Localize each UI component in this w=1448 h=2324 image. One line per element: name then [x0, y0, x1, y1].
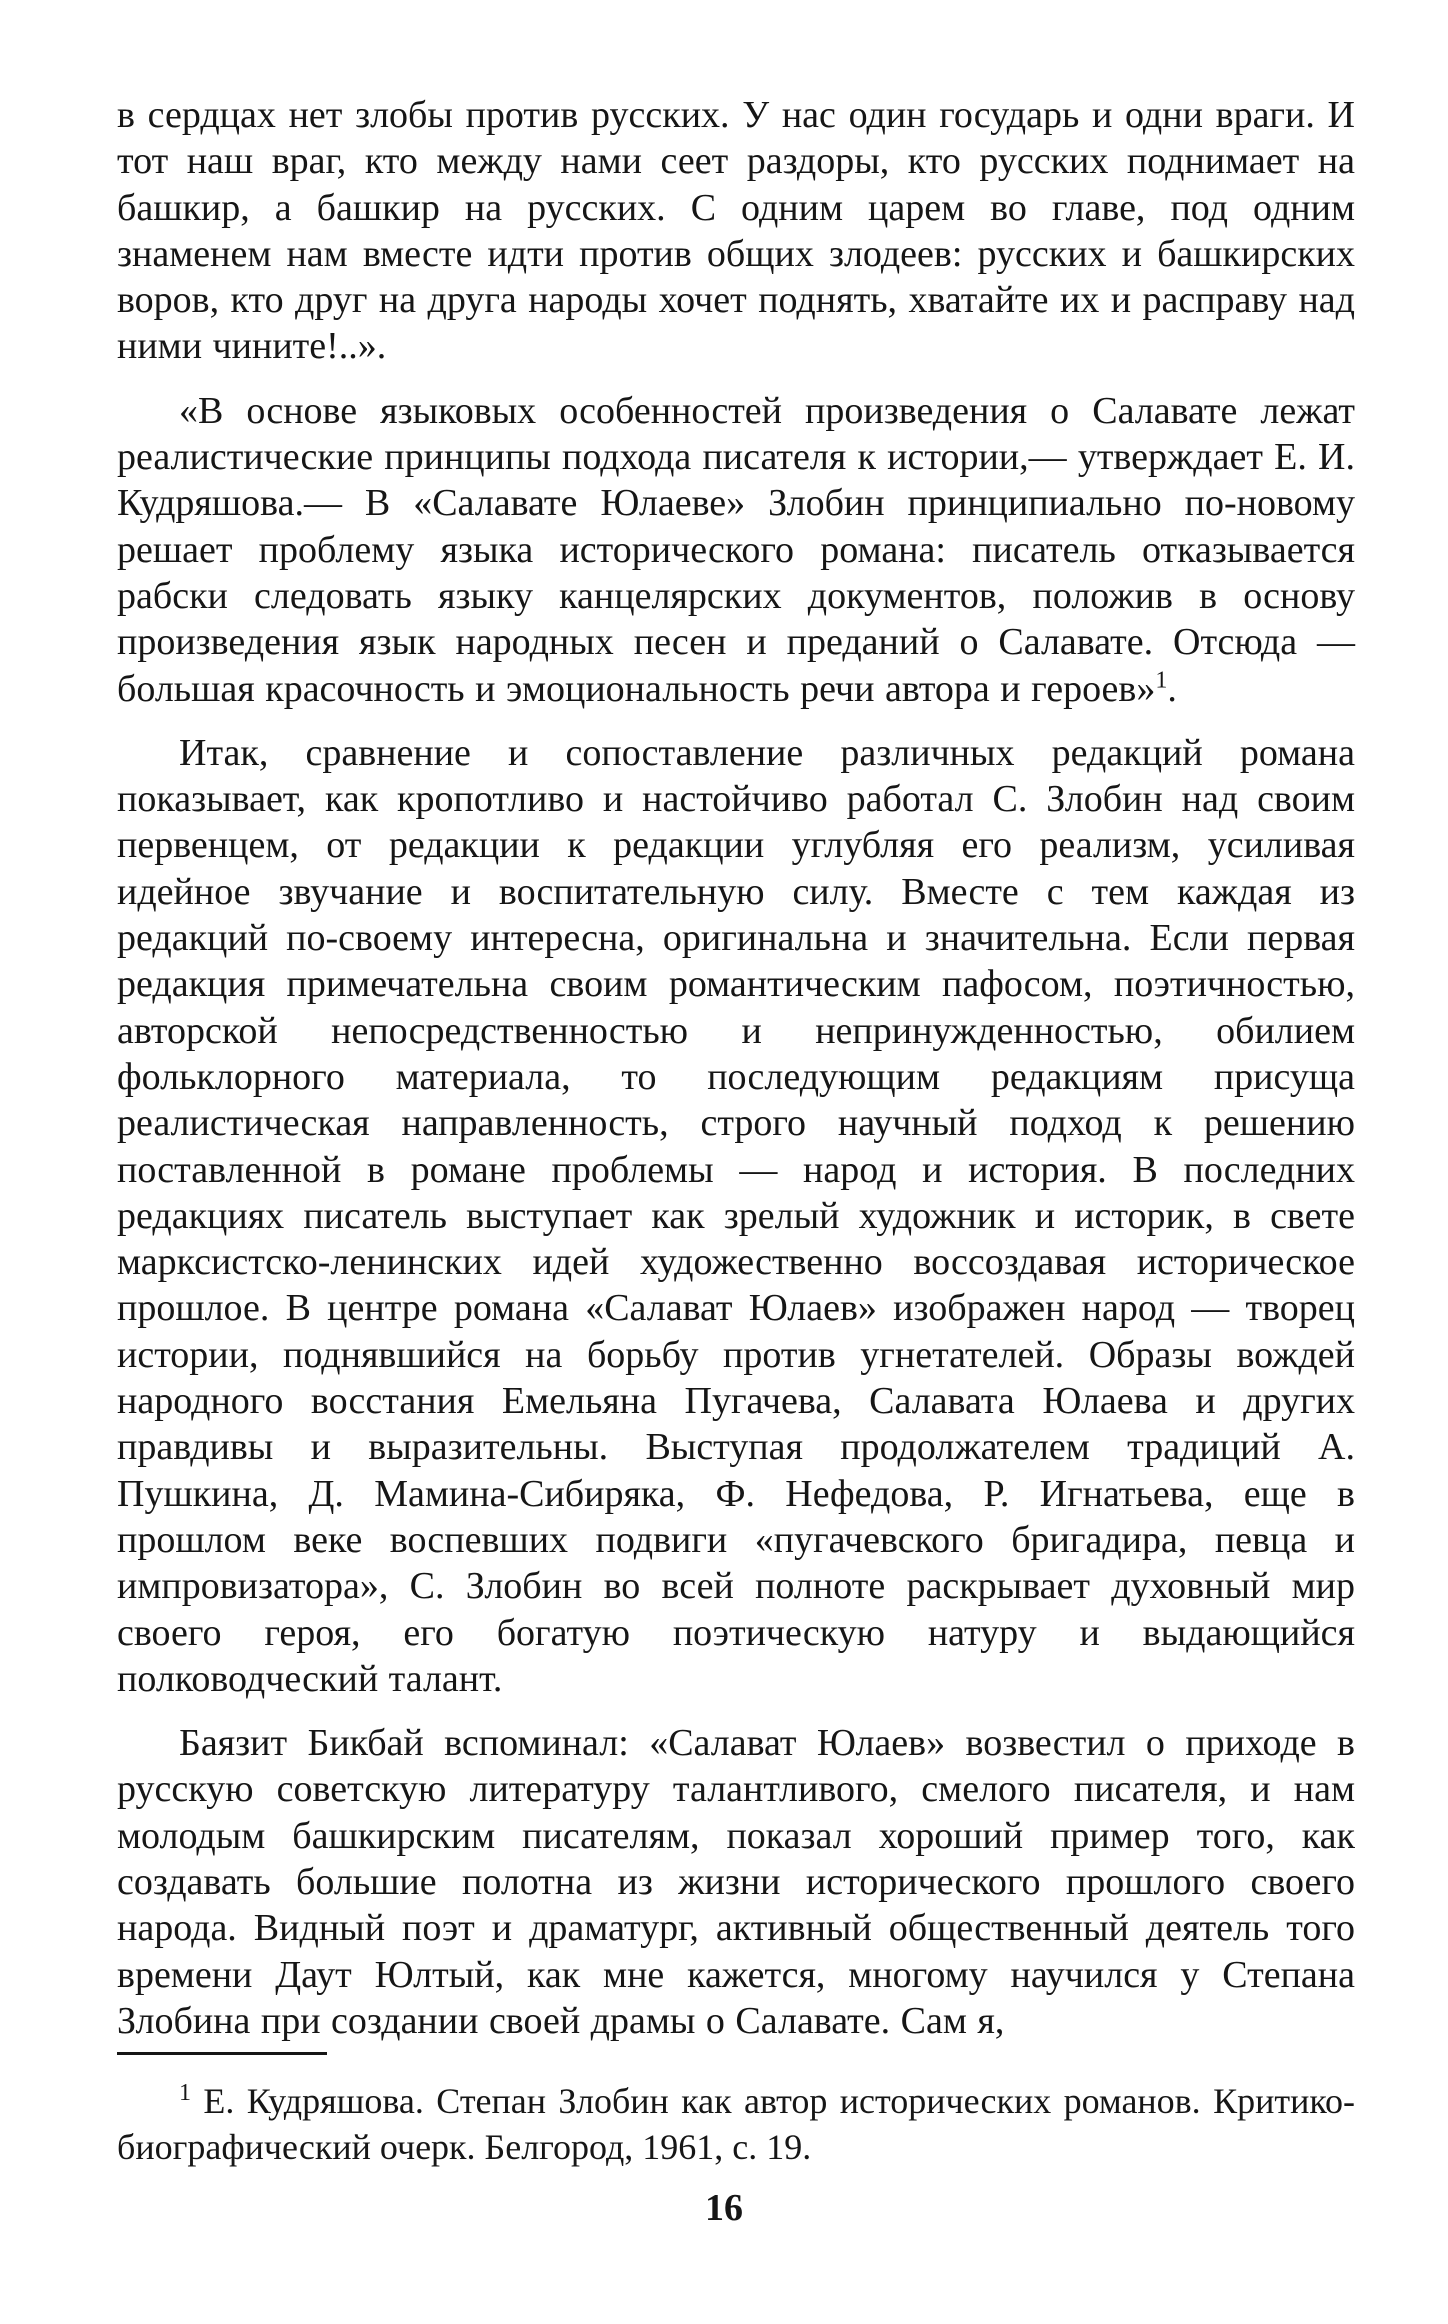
footnote-number: 1 — [179, 2080, 191, 2106]
paragraph-comparison — [117, 730, 1355, 1702]
paragraph-text: Итак, сравнение и сопоставление различных редакций романа показывает, как кропотливо и настойчиво работал С. Злобин над своим первенцем, от редакции к редакции углубляя его реализм, усиливая идейное звучание и воспитательную силу. Вместе с тем каждая из редакций по-своему интересна, оригинальна и значительна. Если первая редакция примечательна своим романтическим пафосом, поэтичностью, авторской непосредственностью и непринужденностью, обилием фольклорного материала, то последующим редакциям присуща реалистическая направленность, строго научный подход к решению поставленной в романе проблемы — народ и история. В последних редакциях писатель выступает как зрелый художник и историк, в свете марксистско-ленинских идей художественно воссоздавая историческое прошлое. В центре романа «Салават Юлаев» изображен народ — творец истории, поднявшийся на борьбу против угнетателей. Образы вождей народного восстания Емельяна Пугачева, Салавата Юлаева и других правдивы и выразительны. Выступая продолжателем традиций А. Пушкина, Д. Мамина-Сибиряка, Ф. Нефедова, Р. Игнатьева, еще в прошлом веке воспевших подвиги «пугачевского бригадира, певца и импровизатора», С. Злобин во всей полноте раскрывает духовный мир своего героя, его богатую поэтическую натуру и выдающийся полководческий талант. — [117, 731, 1355, 1700]
paragraph-text: в сердцах нет злобы против русских. У нас один государь и одни враги. И тот наш враг, кто между нами сеет раздоры, кто русских поднимает на башкир, а башкир на русских. С одним царем во главе, под одним знаменем нам вместе идти против общих злодеев: русских и башкирских воров, кто друг на друга народы хочет поднять, хватайте их и расправу над ними чините!..». — [117, 94, 1355, 368]
page-number: 16 — [705, 2187, 743, 2229]
footnote — [117, 2078, 1355, 2170]
paragraph-text: Баязит Бикбай вспоминал: «Салават Юлаев» возвестил о приходе в русскую советскую литературу талантливого, смелого писателя, и нам молодым башкирским писателям, показал хороший пример того, как создавать большие полотна из жизни исторического прошлого своего народа. Видный поэт и драматург, активный общественный деятель того времени Даут Юлтый, как мне кажется, многому научился у Степана Злобина при создании своей драмы о Салавате. Сам я, — [117, 1722, 1355, 2042]
footnote-text: Е. Кудряшова. Степан Злобин как автор исторических романов. Критико-биографический очерк. Белгород, 1961, с. 19. — [117, 2081, 1355, 2167]
paragraph-continuation — [117, 92, 1355, 370]
footnote-reference[interactable]: 1 — [1155, 666, 1168, 693]
paragraph-quote-kudryashova: «В основе языковых особенностей произведения о Салавате лежат реалистические принципы подхода писателя к истории,— утверждает Е. И. Кудряшова.— В «Салавате Юлаеве» Злобин принципиально по-новому решает проблему языка исторического романа: писатель отказывается рабски следовать языку канцелярских документов, положив в основу произведения язык народных песен и преданий о Салавате. Отсюда — большая красочность и эмоциональность речи автора и героев»$^1$. — [117, 389, 1355, 710]
paragraph-bikbay — [117, 1720, 1355, 2044]
page-body — [117, 92, 1355, 2062]
footnote-divider — [117, 2052, 327, 2055]
paragraph-text: «В основе языковых особенностей произведения о Салавате лежат реалистические принципы подхода писателя к истории,— утверждает Е. И. Кудряшова.— В «Салавате Юлаеве» Злобин принципиально по-новому решает проблему языка исторического романа: писатель отказывается рабски следовать языку канцелярских документов, положив в основу произведения язык народных песен и преданий о Салавате. Отсюда — большая красочность и эмоциональность речи автора и героев» — [117, 389, 1355, 710]
